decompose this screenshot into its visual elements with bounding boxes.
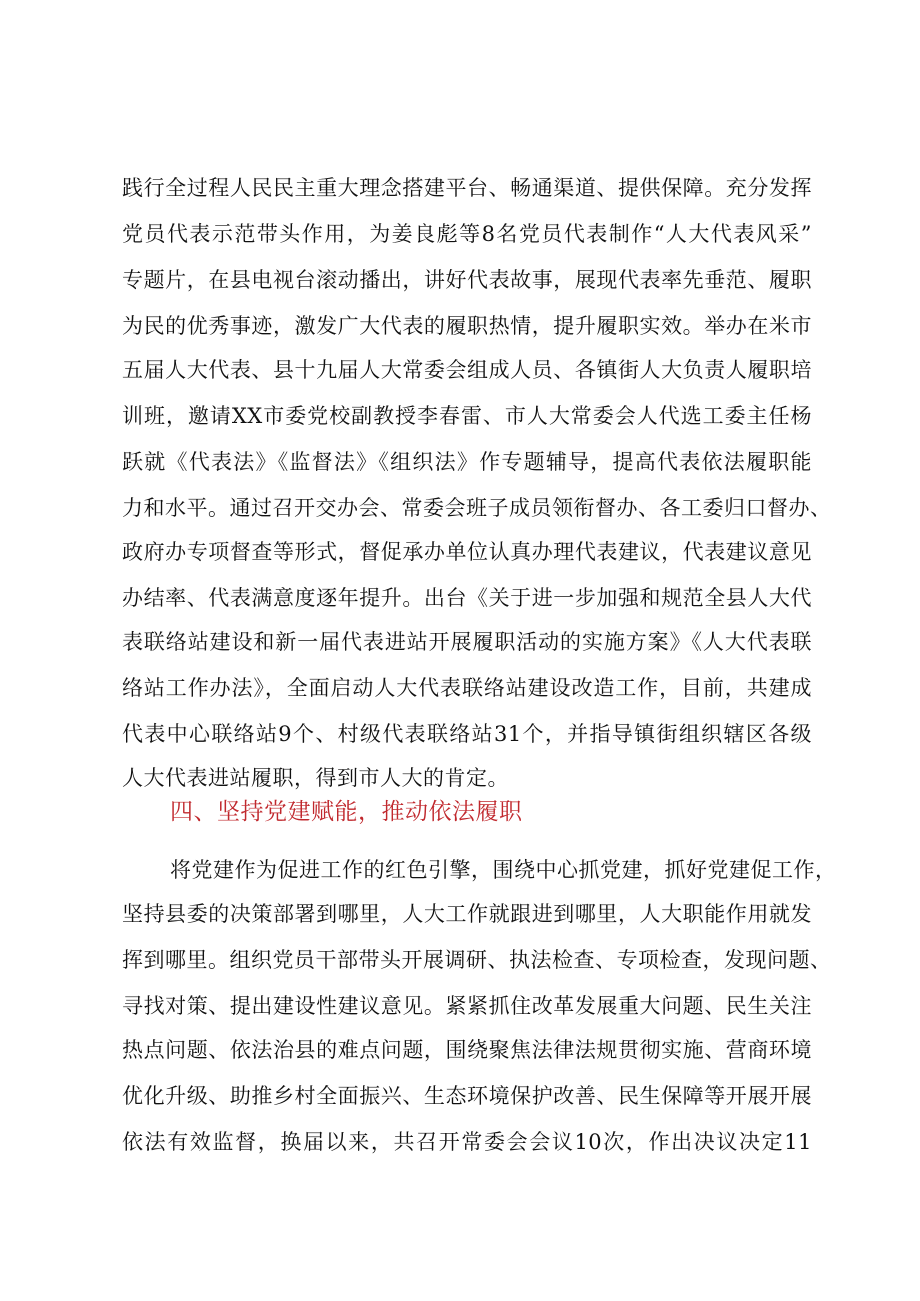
paragraph-1-line: 办结率、代表满意度逐年提升。出台《关于进一步加强和规范全县人大代: [122, 586, 812, 610]
paragraph-1-line: 代表中心联络站9个、村级代表联络站31个，并指导镇街组织辖区各级: [122, 722, 812, 746]
paragraph-1-line: 践行全过程人民民主重大理念搭建平台、畅通渠道、提供保障。充分发挥: [122, 176, 812, 200]
paragraph-1-line: 训班，邀请XX市委党校副教授李春雷、市人大常委会人代选工委主任杨: [122, 404, 812, 428]
paragraph-2-line: 将党建作为促进工作的红色引擎，围绕中心抓党建，抓好党建促工作，: [170, 858, 837, 882]
section-heading: 四、坚持党建赋能，推动依法履职: [170, 799, 523, 825]
paragraph-2-line: 热点问题、依法治县的难点问题，围绕聚焦法律法规贯彻实施、营商环境: [122, 1038, 812, 1062]
paragraph-2-line: 坚持县委的决策部署到哪里，人大工作就跟进到哪里，人大职能作用就发: [122, 902, 812, 926]
paragraph-2-line: 优化升级、助推乡村全面振兴、生态环境保护改善、民生保障等开展开展: [122, 1084, 812, 1108]
paragraph-1-line: 力和水平。通过召开交办会、常委会班子成员领衔督办、各工委归口督办、: [122, 496, 832, 520]
paragraph-1-line: 表联络站建设和新一届代表进站开展履职活动的实施方案》《人大代表联: [122, 630, 812, 654]
paragraph-1-line: 五届人大代表、县十九届人大常委会组成人员、各镇街人大负责人履职培: [122, 358, 812, 382]
paragraph-1-line: 专题片，在县电视台滚动播出，讲好代表故事，展现代表率先垂范、履职: [122, 268, 812, 292]
paragraph-1-line: 党员代表示范带头作用，为姜良彪等8名党员代表制作“人大代表风采”: [122, 222, 812, 246]
paragraph-1-line: 为民的优秀事迹，激发广大代表的履职热情，提升履职实效。举办在米市: [122, 314, 812, 338]
paragraph-1-line: 人大代表进站履职，得到市人大的肯定。: [122, 766, 509, 790]
paragraph-1-line: 跃就《代表法》《监督法》《组织法》作专题辅导，提高代表依法履职能: [122, 450, 812, 474]
paragraph-2-line: 依法有效监督，换届以来，共召开常委会会议10次，作出决议决定11: [122, 1130, 812, 1154]
paragraph-2-line: 寻找对策、提出建设性建议意见。紧紧抓住改革发展重大问题、民生关注: [122, 994, 812, 1018]
paragraph-1-line: 络站工作办法》，全面启动人大代表联络站建设改造工作，目前，共建成: [122, 676, 812, 700]
paragraph-2-line: 挥到哪里。组织党员干部带头开展调研、执法检查、专项检查，发现问题、: [122, 948, 832, 972]
paragraph-1-line: 政府办专项督查等形式，督促承办单位认真办理代表建议，代表建议意见: [122, 540, 812, 564]
